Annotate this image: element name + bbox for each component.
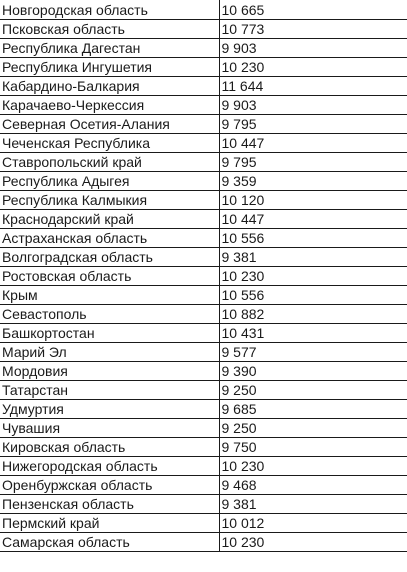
region-name-cell: Республика Дагестан <box>0 38 219 57</box>
region-value-cell: 9 390 <box>219 361 407 380</box>
region-value-cell: 10 556 <box>219 285 407 304</box>
region-name-cell: Татарстан <box>0 380 219 399</box>
region-value-cell: 9 903 <box>219 95 407 114</box>
table-row <box>0 285 407 304</box>
region-value-cell: 9 468 <box>219 475 407 494</box>
table-row <box>0 475 407 494</box>
region-value-cell: 10 447 <box>219 209 407 228</box>
region-value-cell: 10 230 <box>219 456 407 475</box>
region-value-cell: 11 644 <box>219 76 407 95</box>
region-value-cell: 9 795 <box>219 152 407 171</box>
region-name-cell: Пермский край <box>0 513 219 532</box>
region-value-cell: 9 250 <box>219 418 407 437</box>
region-name-cell: Севастополь <box>0 304 219 323</box>
region-name-cell: Мордовия <box>0 361 219 380</box>
region-name-cell: Республика Ингушетия <box>0 57 219 76</box>
table-row <box>0 209 407 228</box>
region-name-cell: Крым <box>0 285 219 304</box>
table-row <box>0 190 407 209</box>
region-value-cell: 10 447 <box>219 133 407 152</box>
region-name-cell: Нижегородская область <box>0 456 219 475</box>
region-name-cell: Кировская область <box>0 437 219 456</box>
region-name-cell: Астраханская область <box>0 228 219 247</box>
table-row <box>0 342 407 361</box>
region-name-cell: Северная Осетия-Алания <box>0 114 219 133</box>
table-row <box>0 494 407 513</box>
region-value-cell: 9 795 <box>219 114 407 133</box>
table-row <box>0 114 407 133</box>
table-row <box>0 456 407 475</box>
region-value-cell: 10 431 <box>219 323 407 342</box>
region-value-cell: 9 750 <box>219 437 407 456</box>
table-row <box>0 19 407 38</box>
region-value-cell: 10 120 <box>219 190 407 209</box>
table-row <box>0 399 407 418</box>
region-value-cell: 9 685 <box>219 399 407 418</box>
table-row <box>0 513 407 532</box>
region-name-cell: Пензенская область <box>0 494 219 513</box>
table-row <box>0 95 407 114</box>
region-value-cell: 10 665 <box>219 0 407 19</box>
region-name-cell: Краснодарский край <box>0 209 219 228</box>
region-value-cell: 9 359 <box>219 171 407 190</box>
region-name-cell: Новгородская область <box>0 0 219 19</box>
table-row <box>0 76 407 95</box>
table-row <box>0 171 407 190</box>
region-name-cell: Оренбуржская область <box>0 475 219 494</box>
region-name-cell: Чеченская Республика <box>0 133 219 152</box>
region-name-cell: Карачаево-Черкессия <box>0 95 219 114</box>
table-row <box>0 266 407 285</box>
region-name-cell: Башкортостан <box>0 323 219 342</box>
region-value-cell: 9 903 <box>219 38 407 57</box>
region-name-cell: Марий Эл <box>0 342 219 361</box>
region-name-cell: Ростовская область <box>0 266 219 285</box>
region-name-cell: Удмуртия <box>0 399 219 418</box>
table-row <box>0 133 407 152</box>
region-name-cell: Республика Адыгея <box>0 171 219 190</box>
region-value-cell: 10 012 <box>219 513 407 532</box>
table-row <box>0 57 407 76</box>
region-name-cell: Самарская область <box>0 532 219 551</box>
region-name-cell: Кабардино-Балкария <box>0 76 219 95</box>
region-name-cell: Чувашия <box>0 418 219 437</box>
table-row <box>0 0 407 19</box>
region-name-cell: Республика Калмыкия <box>0 190 219 209</box>
region-value-cell: 10 556 <box>219 228 407 247</box>
region-name-cell: Ставропольский край <box>0 152 219 171</box>
table-row <box>0 361 407 380</box>
region-value-cell: 10 230 <box>219 266 407 285</box>
table-row <box>0 228 407 247</box>
table-row <box>0 380 407 399</box>
table-row <box>0 418 407 437</box>
table-row <box>0 247 407 266</box>
region-value-cell: 9 577 <box>219 342 407 361</box>
table-row <box>0 304 407 323</box>
table-row <box>0 323 407 342</box>
table-row <box>0 532 407 551</box>
table-row <box>0 38 407 57</box>
region-value-cell: 10 882 <box>219 304 407 323</box>
region-name-cell: Волгоградская область <box>0 247 219 266</box>
table-row <box>0 437 407 456</box>
region-value-cell: 9 381 <box>219 247 407 266</box>
region-name-cell: Псковская область <box>0 19 219 38</box>
region-value-cell: 10 773 <box>219 19 407 38</box>
region-value-cell: 10 230 <box>219 532 407 551</box>
region-value-cell: 9 381 <box>219 494 407 513</box>
region-value-cell: 9 250 <box>219 380 407 399</box>
table-row <box>0 152 407 171</box>
region-value-cell: 10 230 <box>219 57 407 76</box>
